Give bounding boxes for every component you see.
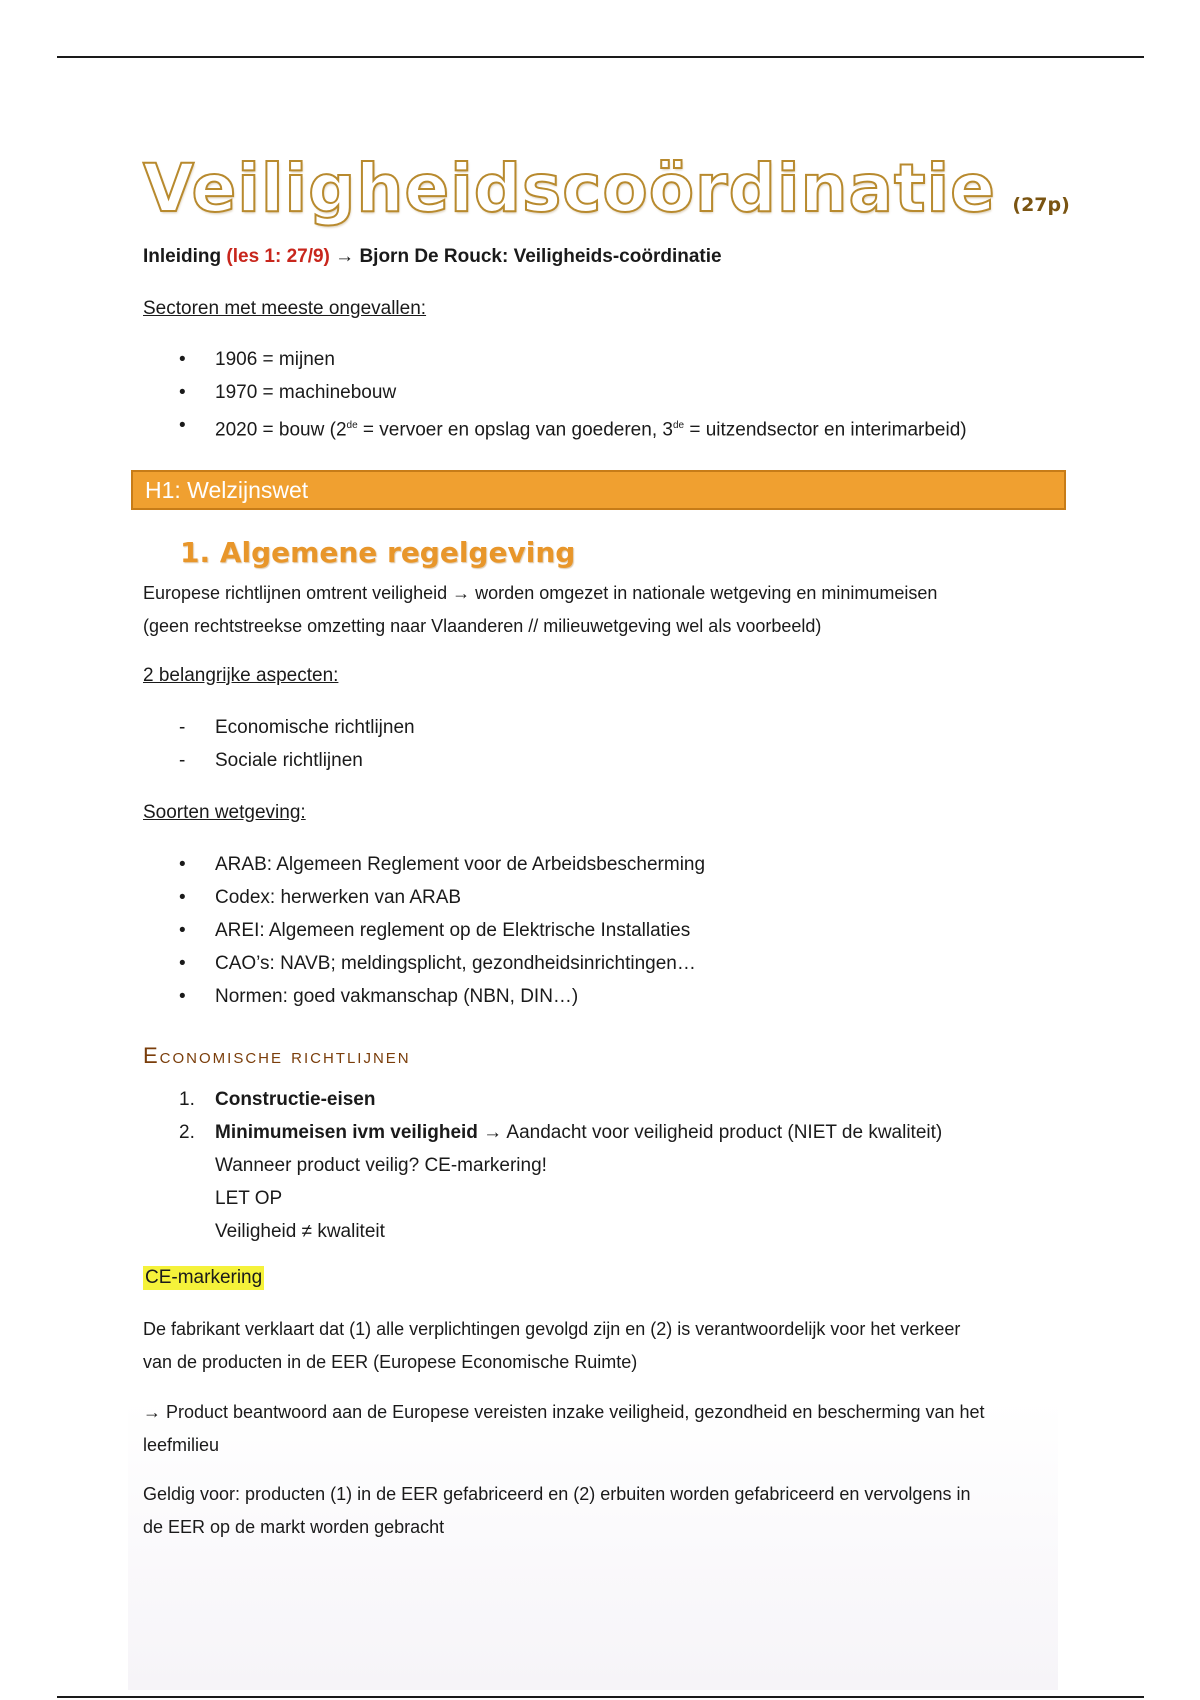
laws-heading: Soorten wetgeving: [143,802,306,823]
ce-paragraph-2: → Product beantwoord aan de Europese vereisten inzake veiligheid, gezondheid en bescherming van het leefmilieu [143,1402,985,1455]
page-title: Veiligheidscoördinatie [143,150,996,227]
dash-icon: - [179,750,186,771]
intro-session: (les 1: 27/9) [226,246,330,267]
list-item: • AREI: Algemeen reglement op de Elektrische Installaties [143,914,705,947]
aspects-list [143,711,415,777]
ce-paragraph-3: Geldig voor: producten (1) in de EER gefabriceerd en (2) erbuiten worden gefabriceerd en vervolgens in de EER op de markt worden gebracht [143,1484,971,1537]
list-item: • 2020 = bouw (2de = vervoer en opslag van goederen, 3de = uitzendsector en interimarbeid) [143,409,967,446]
aspects-heading: 2 belangrijke aspecten: [143,665,339,686]
arrow-icon: → [335,246,355,267]
bullet-icon: • [179,349,186,370]
bottom-rule [57,1696,1144,1698]
chapter-heading-bar: H1: Welzijnswet [131,470,1066,510]
bullet-icon: • [179,887,186,908]
bullet-icon: • [179,854,186,875]
sectors-heading: Sectoren met meeste ongevallen: [143,298,427,319]
bullet-icon: • [179,986,186,1007]
laws-list [143,848,705,1013]
ce-paragraph-1: De fabrikant verklaart dat (1) alle verplichtingen gevolgd zijn en (2) is verantwoordelijk voor het verkeer van de producten in de EER (Europese Economische Ruimte) [143,1319,961,1372]
list-item: • 1970 = machinebouw [143,376,967,409]
list-item: • CAO’s: NAVB; meldingsplicht, gezondheidsinrichtingen… [143,947,705,980]
dash-icon: - [179,717,186,738]
intro-text: Bjorn De Rouck: Veiligheids-coördinatie [359,246,722,267]
bullet-icon: • [179,415,186,436]
econ-list [143,1083,942,1248]
ce-heading: CE-markering [145,1267,263,1288]
list-item: • Normen: goed vakmanschap (NBN, DIN…) [143,980,705,1013]
title-row [143,150,1070,227]
intro-label: Inleiding [143,246,222,267]
econ-sub-line: Veiligheid ≠ kwaliteit [215,1221,385,1242]
list-item: - Sociale richtlijnen [143,744,415,777]
list-item: • 1906 = mijnen [143,343,967,376]
section-heading: 1. Algemene regelgeving [180,536,576,569]
econ-sub-line: LET OP [215,1188,283,1209]
list-item: • ARAB: Algemeen Reglement voor de Arbeidsbescherming [143,848,705,881]
list-item: - Economische richtlijnen [143,711,415,744]
bullet-icon: • [179,382,186,403]
bullet-icon: • [179,920,186,941]
subsection-heading: Economische richtlijnen [143,1043,411,1068]
sectors-list [143,343,967,446]
list-item: • Codex: herwerken van ARAB [143,881,705,914]
page-count: (27p) [1012,194,1070,216]
top-rule [57,56,1144,58]
list-item: 2. Minimumeisen ivm veiligheid → Aandacht voor veiligheid product (NIET de kwaliteit) [179,1122,943,1143]
list-item: 1. Constructie-eisen [179,1089,376,1110]
bullet-icon: • [179,953,186,974]
intro-line [143,246,722,268]
eu-paragraph: Europese richtlijnen omtrent veiligheid → worden omgezet in nationale wetgeving en minimumeisen (geen rechtstreekse omzetting naar Vlaanderen // milieuwetgeving wel als voorbeeld) [143,583,938,636]
econ-sub-line: Wanneer product veilig? CE-markering! [215,1155,547,1176]
